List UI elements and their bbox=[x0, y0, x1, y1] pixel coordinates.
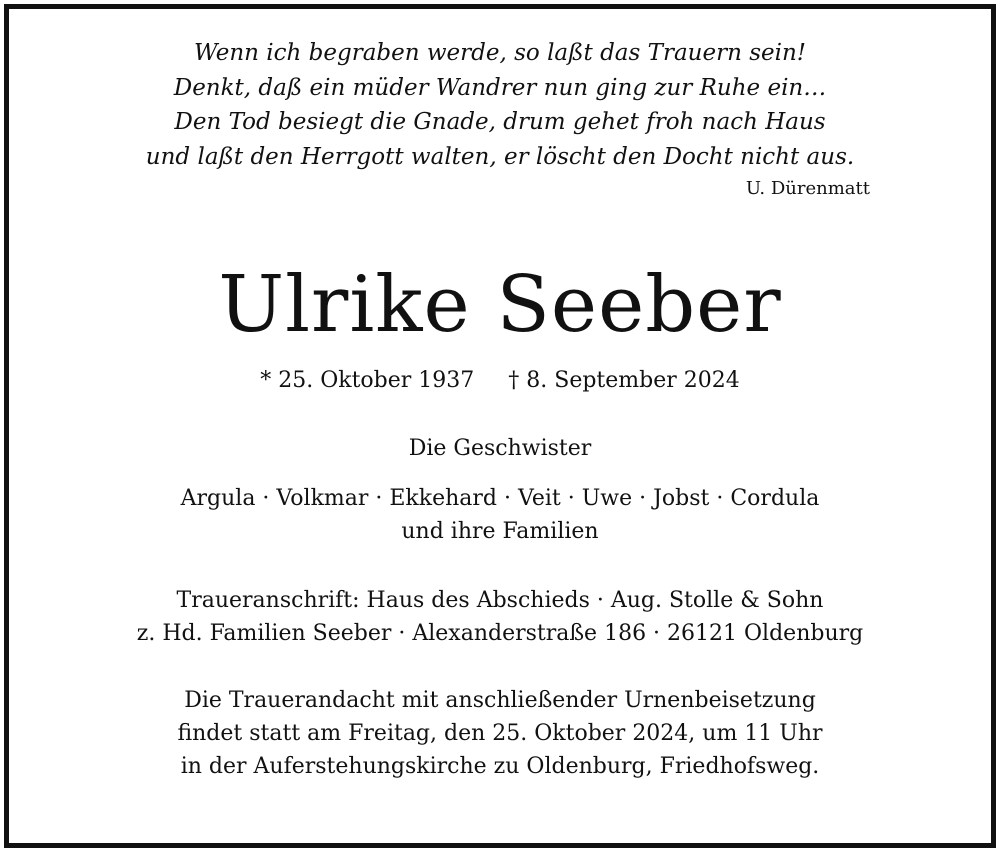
poem-author: U. Dürenmatt bbox=[745, 178, 870, 199]
mourners-title-text: Die Geschwister bbox=[408, 436, 592, 461]
poem-line: Den Tod besiegt die Gnade, drum gehet froh nach Haus bbox=[174, 109, 826, 135]
ceremony-info bbox=[0, 684, 1000, 783]
death-date: † 8. September 2024 bbox=[508, 368, 740, 393]
mourners-list bbox=[0, 482, 1000, 548]
ceremony-line: Die Trauerandacht mit anschließender Urnenbeisetzung bbox=[184, 688, 816, 713]
poem-line: Wenn ich begraben werde, so laßt das Trauern sein! bbox=[193, 40, 807, 66]
mourners-names: Argula · Volkmar · Ekkehard · Veit · Uwe · Jobst · Cordula bbox=[180, 486, 820, 511]
address-line: Traueranschrift: Haus des Abschieds · Aug. Stolle & Sohn bbox=[176, 588, 824, 613]
ceremony-line: findet statt am Freitag, den 25. Oktober 2024, um 11 Uhr bbox=[177, 721, 823, 746]
condolence-address bbox=[0, 584, 1000, 650]
ceremony-line: in der Auferstehungskirche zu Oldenburg, Friedhofsweg. bbox=[180, 754, 820, 779]
mourners-title bbox=[0, 432, 1000, 465]
birth-date: * 25. Oktober 1937 bbox=[260, 368, 475, 393]
poem bbox=[0, 36, 1000, 174]
poem-line: und laßt den Herrgott walten, er löscht den Docht nicht aus. bbox=[145, 143, 855, 170]
poem-line: Denkt, daß ein müder Wandrer nun ging zur Ruhe ein… bbox=[173, 74, 827, 101]
address-line: z. Hd. Familien Seeber · Alexanderstraße 186 · 26121 Oldenburg bbox=[136, 621, 864, 646]
life-dates bbox=[0, 366, 1000, 396]
deceased-name: Ulrike Seeber bbox=[218, 260, 782, 350]
mourners-families: und ihre Familien bbox=[401, 519, 599, 544]
